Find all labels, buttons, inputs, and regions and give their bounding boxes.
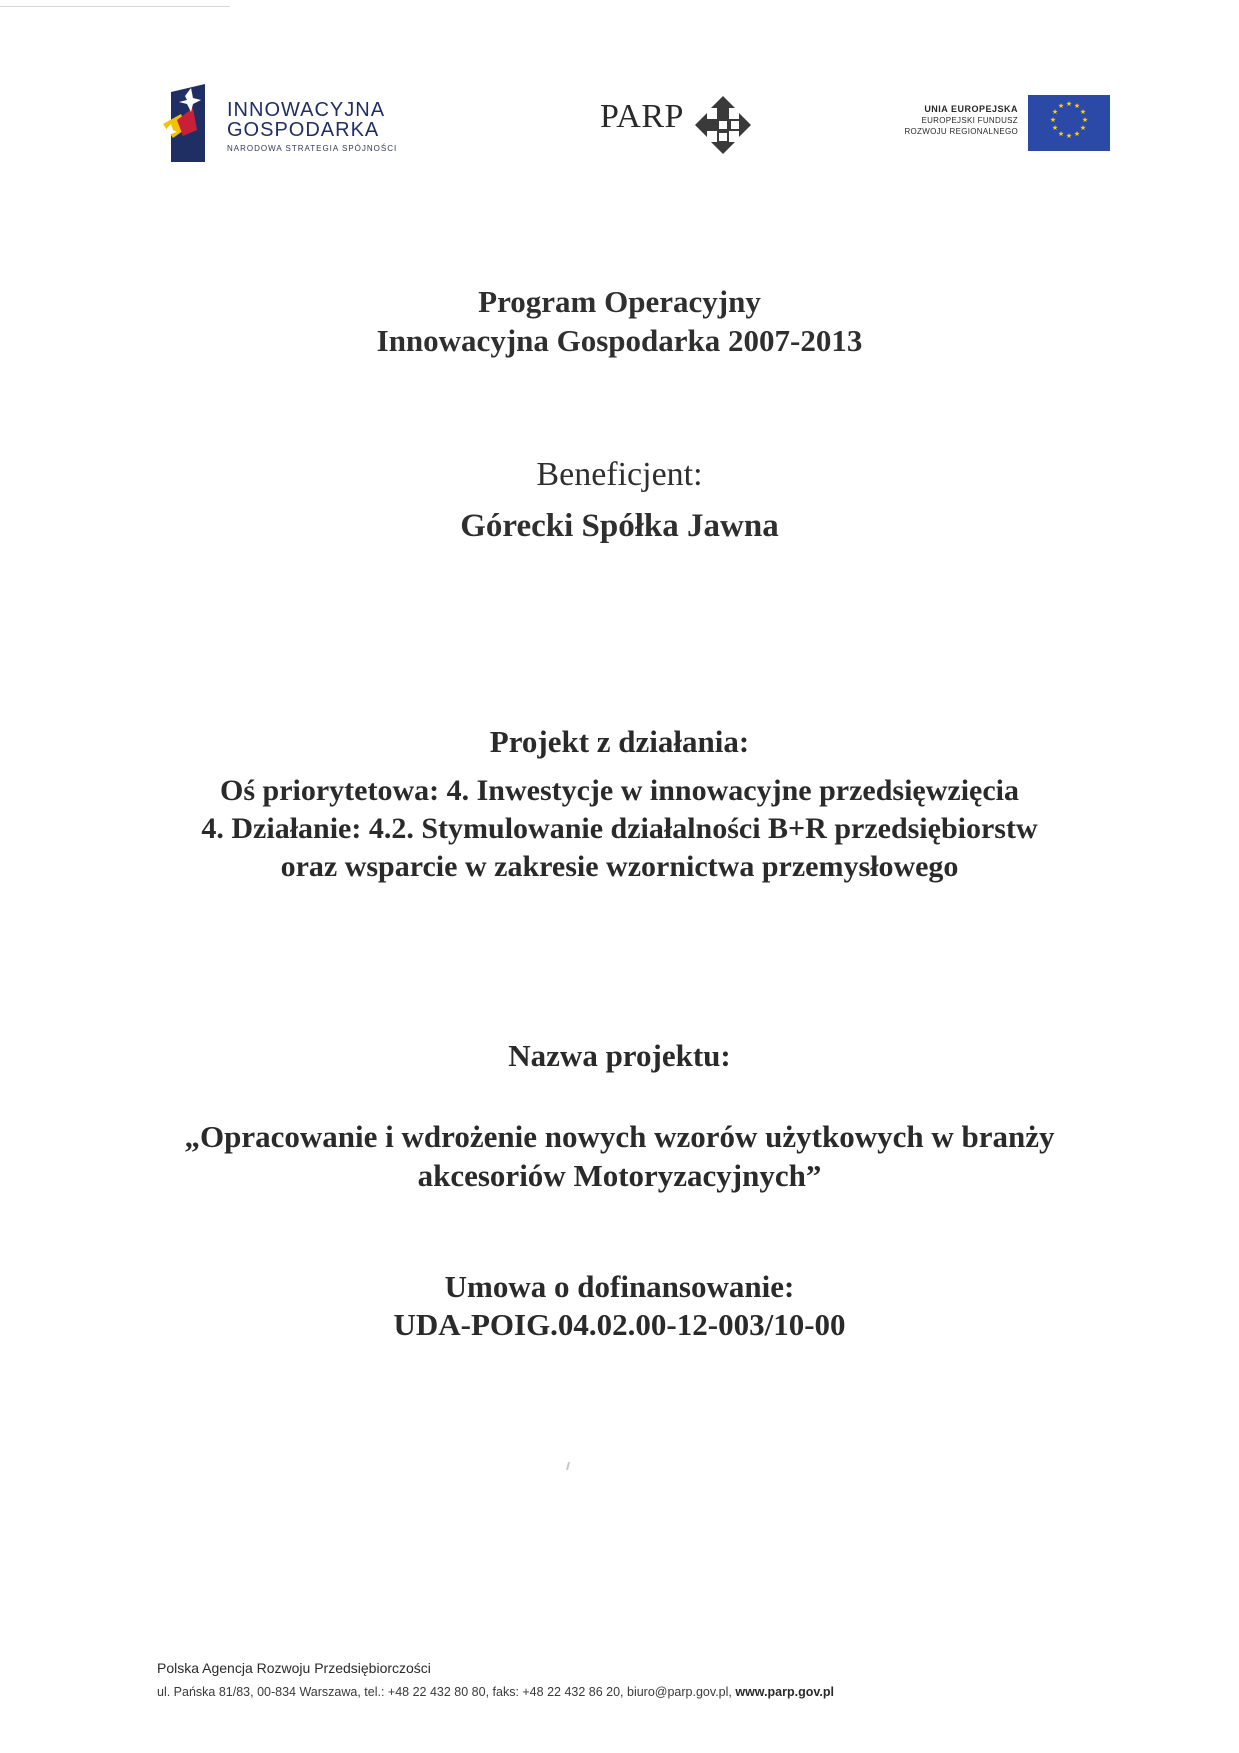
program-line1: Program Operacyjny [478,284,761,319]
parp-logo [600,96,760,160]
svg-text:★: ★ [1065,100,1073,108]
program-line2: Innowacyjna Gospodarka 2007-2013 [376,323,863,358]
project-action-line2: 4. Działanie: 4.2. Stymulowanie działalności B+R przedsiębiorstw [201,812,1038,845]
ig-logo-line2: GOSPODARKA [227,119,380,141]
parp-arrows-icon [695,96,751,154]
footer-organization: Polska Agencja Rozwoju Przedsiębiorczości [157,1660,431,1676]
project-action-line1: Oś priorytetowa: 4. Inwestycje w innowacyjne przedsięwzięcia [220,774,1019,807]
program-title [0,282,1239,360]
svg-text:★: ★ [1049,116,1057,124]
agreement-block [0,1268,1239,1344]
project-name-label: Nazwa projektu: [508,1038,731,1073]
footer-address: ul. Pańska 81/83, 00-834 Warszawa, tel.: +48 22 432 80 80, faks: +48 22 432 86 20, biuro@parp.gov.pl, [157,1685,732,1699]
svg-text:★: ★ [1065,132,1073,140]
beneficiary-name: Górecki Spółka Jawna [460,508,779,544]
scan-speck-artifact [566,1462,570,1470]
ig-logo-line3: NARODOWA STRATEGIA SPÓJNOŚCI [227,144,398,153]
footer [157,1660,834,1699]
project-name-line1: „Opracowanie i wdrożenie nowych wzorów użytkowych w branży [184,1119,1055,1154]
eu-logo-line3: ROZWOJU REGIONALNEGO [904,127,1018,136]
svg-text:★: ★ [1051,124,1059,132]
footer-address-line [157,1685,834,1699]
project-name-line2: akcesoriów Motoryzacyjnych” [417,1158,822,1193]
eu-fund-logo [870,95,1110,153]
agreement-number: UDA-POIG.04.02.00-12-003/10-00 [393,1307,846,1342]
svg-text:★: ★ [1073,102,1081,110]
project-action-line3: oraz wsparcie w zakresie wzornictwa przemysłowego [280,850,959,883]
svg-text:★: ★ [1057,102,1065,110]
svg-text:★: ★ [1051,108,1059,116]
eu-logo-line1: UNIA EUROPEJSKA [924,104,1018,114]
agreement-label: Umowa o dofinansowanie: [444,1269,795,1304]
eu-flag-icon [1028,95,1110,151]
svg-text:★: ★ [1073,130,1081,138]
parp-logo-text: PARP [600,98,684,135]
project-name [0,1117,1239,1195]
footer-website-link[interactable]: www.parp.gov.pl [735,1685,834,1699]
innowacyjna-gospodarka-icon [163,84,213,164]
svg-text:★: ★ [1081,116,1089,124]
ig-logo-line1: INNOWACYJNA [227,99,386,121]
project-action-label: Projekt z działania: [489,724,750,759]
innowacyjna-gospodarka-logo [163,84,433,168]
beneficiary-label: Beneficjent: [536,456,703,493]
project-action-details [0,772,1239,886]
eu-logo-line2: EUROPEJSKI FUNDUSZ [921,116,1018,125]
scan-edge-artifact [0,6,230,7]
svg-text:★: ★ [1079,108,1087,116]
svg-text:★: ★ [1079,124,1087,132]
svg-text:★: ★ [1057,130,1065,138]
